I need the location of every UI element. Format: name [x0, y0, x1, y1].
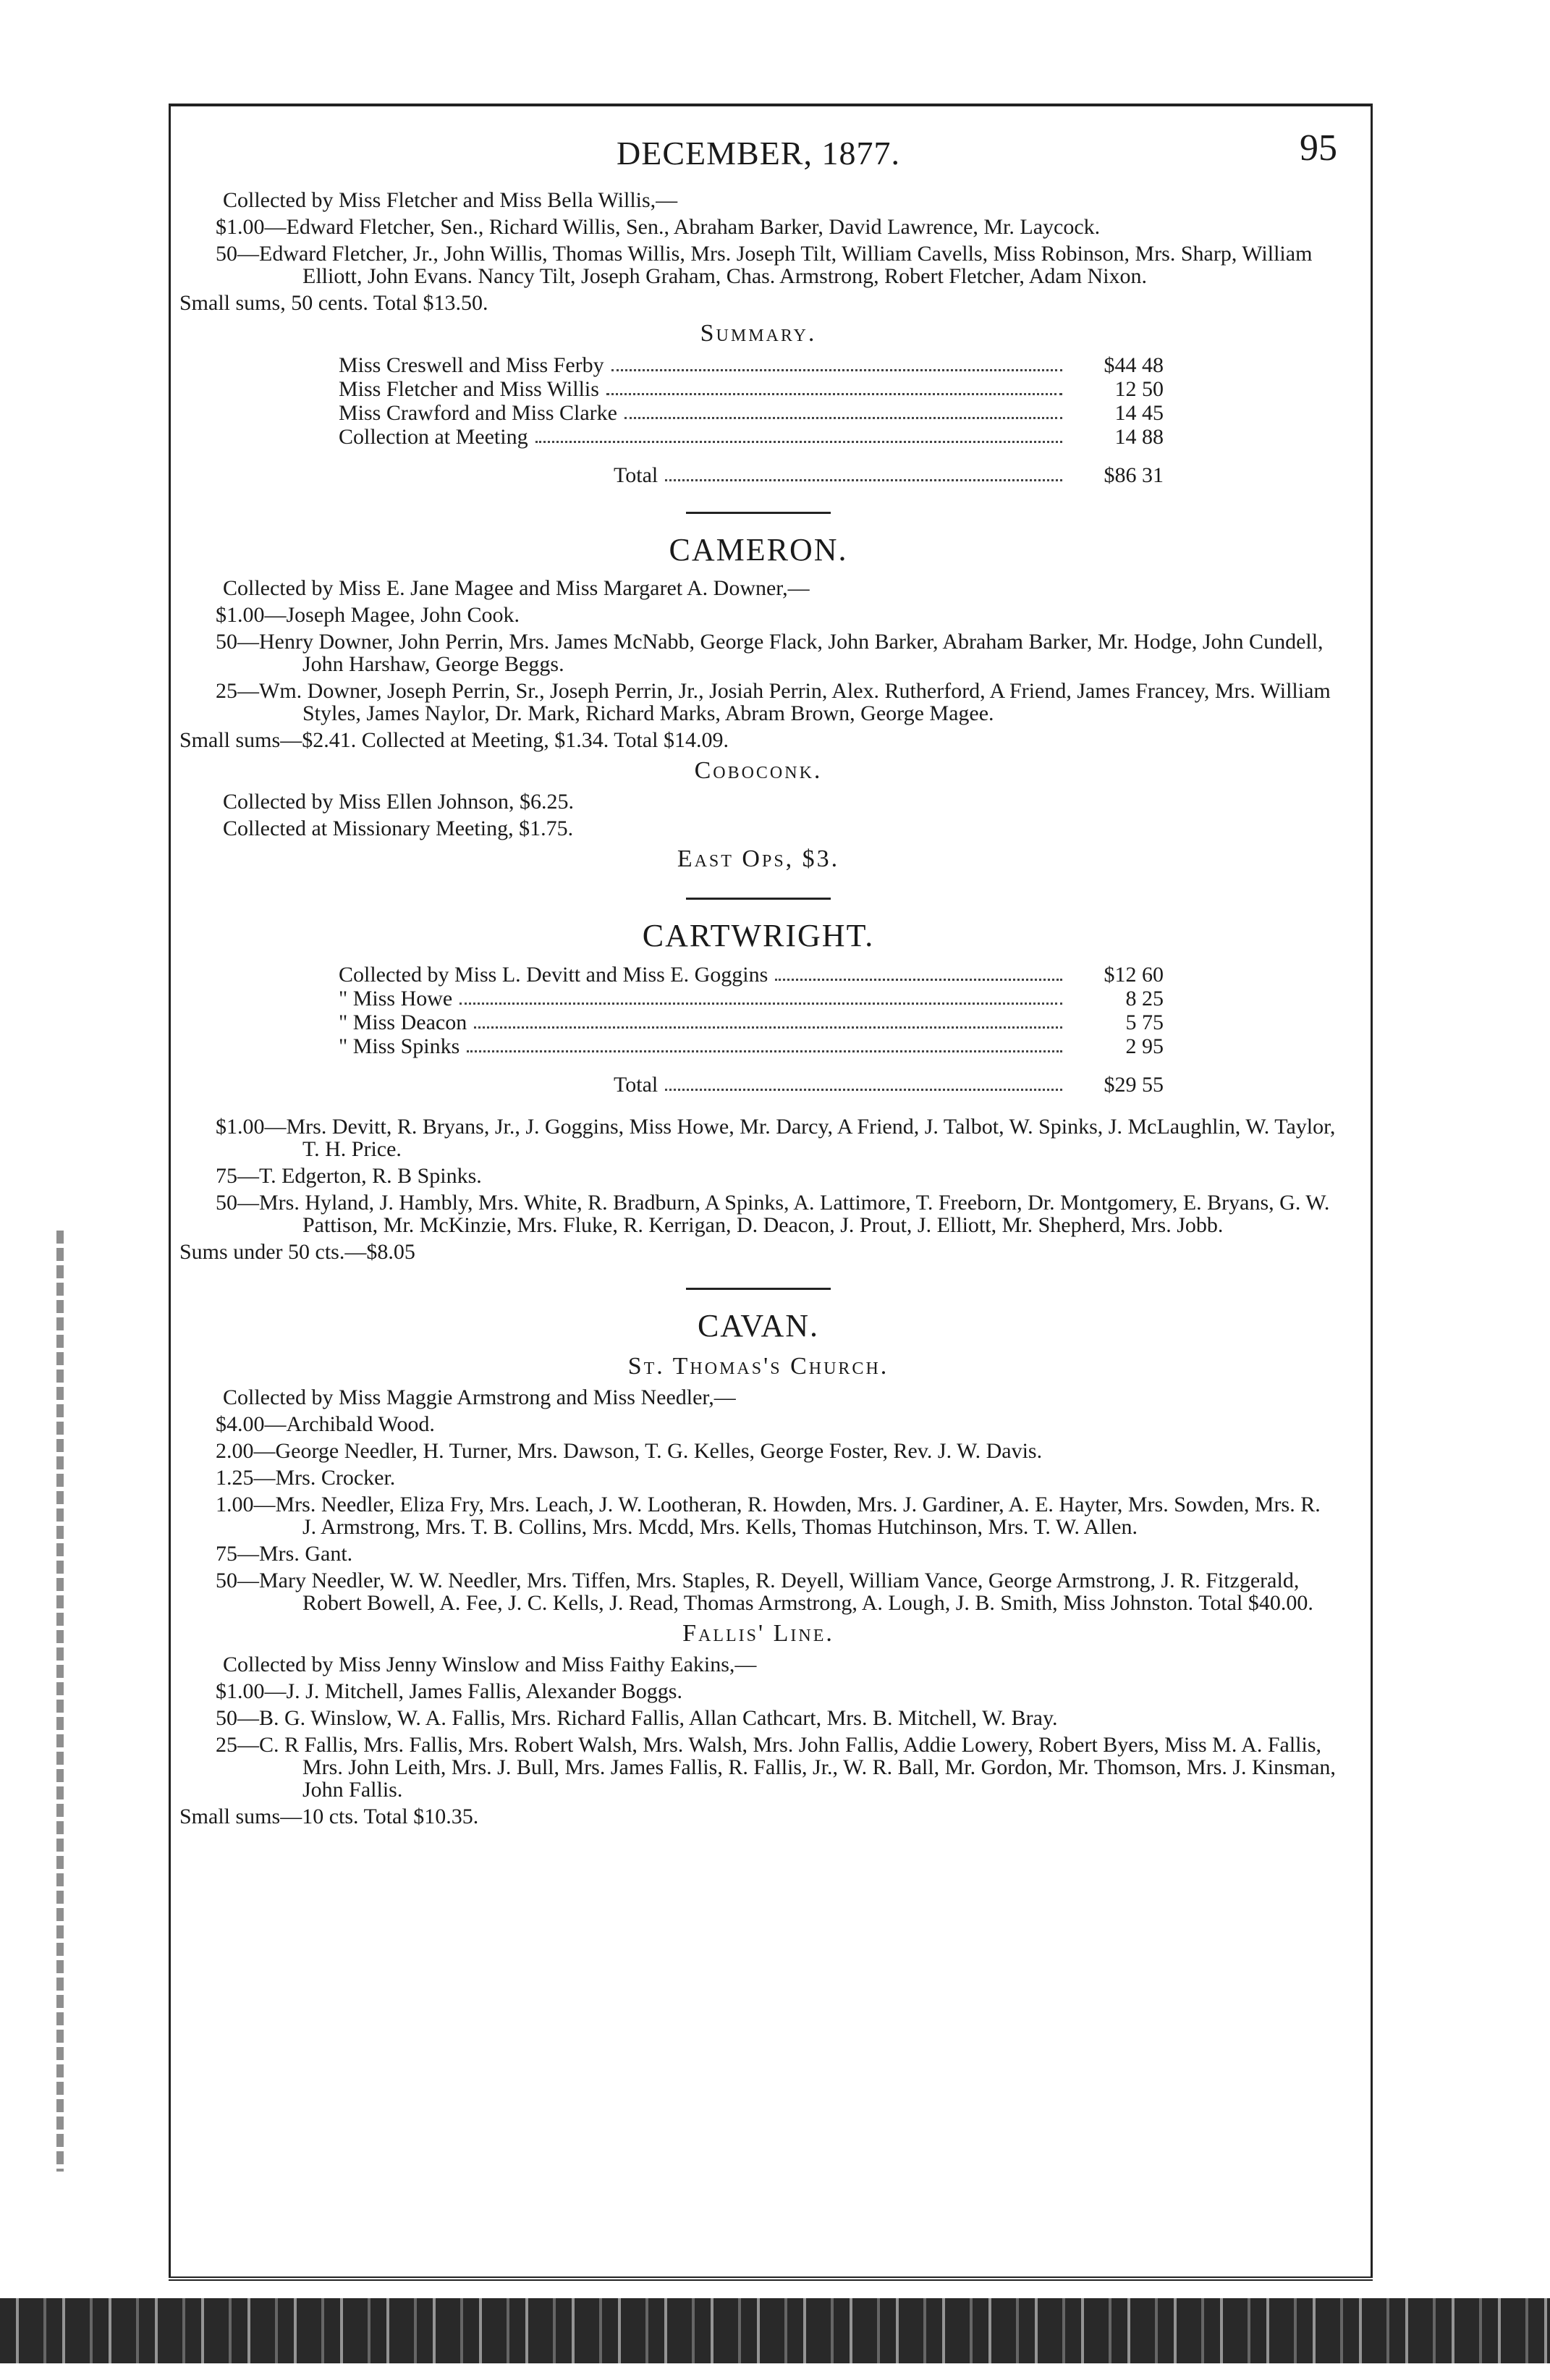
summary-row-label: Miss Fletcher and Miss Willis [339, 377, 599, 401]
subsection-title-coboconk: Coboconk. [694, 757, 823, 784]
section-title-cameron: CAMERON. [669, 532, 848, 567]
donation-paragraph: 25—Wm. Downer, Joseph Perrin, Sr., Joseph Perrin, Jr., Josiah Perrin, Alex. Rutherford, A Friend, James Francey, Mrs. William Styles, James Naylor, Dr. Mark, Richard Marks, Abram Brown, George Magee. [216, 679, 1331, 725]
collected-by-line: Collected by Miss Maggie Armstrong and Miss Needler,— [223, 1385, 736, 1409]
cartwright-table [339, 963, 1164, 1097]
donation-paragraph: 75—Mrs. Gant. [216, 1542, 353, 1566]
leader-dots [606, 393, 1062, 395]
cartwright-row [339, 987, 1164, 1010]
section-title-cartwright: CARTWRIGHT. [642, 918, 875, 953]
donation-paragraph: 50—Mrs. Hyland, J. Hambly, Mrs. White, R. Bradburn, A Spinks, A. Lattimore, T. Freeborn, Dr. Montgomery, E. Bryans, G. W. Pattison, Mr. McKinzie, Mrs. Fluke, R. Kerrigan, D. Deacon, J. Prout, J. Elliott, Mr. Shepherd, Mrs. Jobb. [216, 1191, 1330, 1237]
donation-paragraph: 1.25—Mrs. Crocker. [216, 1466, 396, 1490]
collected-by-line: Collected by Miss Fletcher and Miss Bella Willis,— [223, 188, 678, 212]
section-divider [686, 1288, 831, 1290]
leader-dots [611, 369, 1062, 371]
small-sums-line: Sums under 50 cts.—$8.05 [179, 1240, 415, 1264]
donation-paragraph: $4.00—Archibald Wood. [216, 1412, 435, 1436]
leader-dots [624, 417, 1062, 419]
summary-row [339, 377, 1164, 401]
donation-paragraph: $1.00—Joseph Magee, John Cook. [216, 603, 520, 627]
running-head: DECEMBER, 1877. [617, 135, 900, 172]
section-divider [686, 898, 831, 900]
donation-paragraph: 1.00—Mrs. Needler, Eliza Fry, Mrs. Leach, J. W. Lootheran, R. Howden, Mrs. J. Gardiner, A. E. Hayter, Mrs. Sowden, Mrs. R. J. Armstrong, Mrs. T. B. Collins, Mrs. Mcdd, Mrs. Kells, Thomas Hutchinson, Mrs. T. W. Allen. [216, 1493, 1321, 1539]
summary-row-label: Collection at Meeting [339, 425, 528, 449]
section-divider [686, 512, 831, 514]
small-sums-line: Small sums—10 cts. Total $10.35. [179, 1805, 479, 1828]
donation-paragraph: $1.00—Edward Fletcher, Sen., Richard Willis, Sen., Abraham Barker, David Lawrence, Mr. Laycock. [216, 215, 1101, 239]
summary-total-row [339, 463, 1164, 487]
cartwright-row [339, 1010, 1164, 1034]
donation-paragraph: $1.00—Mrs. Devitt, R. Bryans, Jr., J. Goggins, Miss Howe, Mr. Darcy, A Friend, J. Talbot, W. Spinks, J. McLaughlin, W. Taylor, T. H. Price. [216, 1115, 1336, 1161]
subsection-title-fallis-line: Fallis' Line. [682, 1620, 834, 1647]
leader-dots [775, 979, 1062, 981]
donation-paragraph: 50—Henry Downer, John Perrin, Mrs. James McNabb, George Flack, John Barker, Abraham Barker, Mr. Hodge, John Cundell, John Harshaw, George Beggs. [216, 630, 1324, 676]
text-column [179, 127, 1337, 1832]
collected-by-line: Collected by Miss E. Jane Magee and Miss Margaret A. Downer,— [223, 576, 810, 600]
leader-dots [460, 1003, 1062, 1005]
cartwright-row-label: " Miss Howe [339, 987, 453, 1010]
cartwright-row-amount: 8 25 [1125, 987, 1164, 1010]
summary-row-amount: 14 45 [1114, 401, 1164, 425]
summary-row [339, 401, 1164, 425]
summary-row-amount: 14 88 [1114, 425, 1164, 449]
donation-paragraph: 75—T. Edgerton, R. B Spinks. [216, 1164, 482, 1188]
donation-paragraph: 50—B. G. Winslow, W. A. Fallis, Mrs. Richard Fallis, Allan Cathcart, Mrs. B. Mitchell, W. Bray. [216, 1706, 1058, 1730]
summary-row [339, 425, 1164, 449]
summary-table [339, 353, 1164, 487]
cartwright-total-label: Total [614, 1073, 658, 1097]
summary-row-label: Miss Creswell and Miss Ferby [339, 353, 604, 377]
cartwright-row-label: Collected by Miss L. Devitt and Miss E. Goggins [339, 963, 768, 987]
donation-paragraph: $1.00—J. J. Mitchell, James Fallis, Alexander Boggs. [216, 1679, 682, 1703]
summary-row-amount: 12 50 [1114, 377, 1164, 401]
subsection-title-east-ops: East Ops, $3. [677, 845, 840, 872]
coboconk-line: Collected by Miss Ellen Johnson, $6.25. [223, 790, 574, 814]
scan-margin-mark [56, 1231, 64, 2172]
coboconk-line: Collected at Missionary Meeting, $1.75. [223, 816, 574, 840]
cartwright-row [339, 1034, 1164, 1058]
summary-row-amount: $44 48 [1104, 353, 1164, 377]
cartwright-total-row [339, 1073, 1164, 1097]
small-sums-line: Small sums, 50 cents. Total $13.50. [179, 291, 488, 315]
page-header [179, 127, 1337, 185]
cartwright-row-label: " Miss Spinks [339, 1034, 460, 1058]
scan-artifact-strip [0, 2298, 1550, 2363]
leader-dots [474, 1026, 1062, 1029]
page-number: 95 [1300, 127, 1337, 169]
summary-total-label: Total [614, 463, 658, 487]
small-sums-line: Small sums—$2.41. Collected at Meeting, $1.34. Total $14.09. [179, 728, 729, 752]
cartwright-total-amount: $29 55 [1104, 1073, 1164, 1097]
bottom-rule [169, 2276, 1373, 2281]
leader-dots [665, 1089, 1062, 1091]
donation-paragraph: 50—Mary Needler, W. W. Needler, Mrs. Tiffen, Mrs. Staples, R. Deyell, William Vance, George Armstrong, J. R. Fitzgerald, Robert Bowell, A. Fee, J. C. Kells, J. Read, Thomas Armstrong, A. Lough, J. B. Smith, Miss Johnston. Total $40.00. [216, 1569, 1313, 1615]
cartwright-row-amount: 2 95 [1125, 1034, 1164, 1058]
summary-row-label: Miss Crawford and Miss Clarke [339, 401, 617, 425]
summary-heading: Summary. [700, 320, 817, 347]
subsection-title-st-thomas: St. Thomas's Church. [627, 1353, 889, 1380]
cartwright-row [339, 963, 1164, 987]
leader-dots [665, 479, 1062, 481]
leader-dots [535, 441, 1062, 443]
cartwright-row-amount: $12 60 [1104, 963, 1164, 987]
summary-total-amount: $86 31 [1104, 463, 1164, 487]
donation-paragraph: 50—Edward Fletcher, Jr., John Willis, Thomas Willis, Mrs. Joseph Tilt, William Cavells, Miss Robinson, Mrs. Sharp, William Elliott, John Evans. Nancy Tilt, Joseph Graham, Chas. Armstrong, Robert Fletcher, Adam Nixon. [216, 242, 1313, 288]
section-title-cavan: CAVAN. [697, 1308, 820, 1343]
summary-row [339, 353, 1164, 377]
cartwright-row-label: " Miss Deacon [339, 1010, 467, 1034]
cartwright-row-amount: 5 75 [1125, 1010, 1164, 1034]
collected-by-line: Collected by Miss Jenny Winslow and Miss Faithy Eakins,— [223, 1653, 757, 1676]
leader-dots [467, 1050, 1062, 1052]
donation-paragraph: 2.00—George Needler, H. Turner, Mrs. Dawson, T. G. Kelles, George Foster, Rev. J. W. Davis. [216, 1439, 1043, 1463]
donation-paragraph: 25—C. R Fallis, Mrs. Fallis, Mrs. Robert Walsh, Mrs. Walsh, Mrs. John Fallis, Addie Lowery, Robert Byers, Miss M. A. Fallis, Mrs. John Leith, Mrs. J. Bull, Mrs. James Fallis, R. Fallis, Jr., W. R. Ball, Mr. Gordon, Mr. Thomson, Mrs. J. Kinsman, John Fallis. [216, 1733, 1336, 1802]
